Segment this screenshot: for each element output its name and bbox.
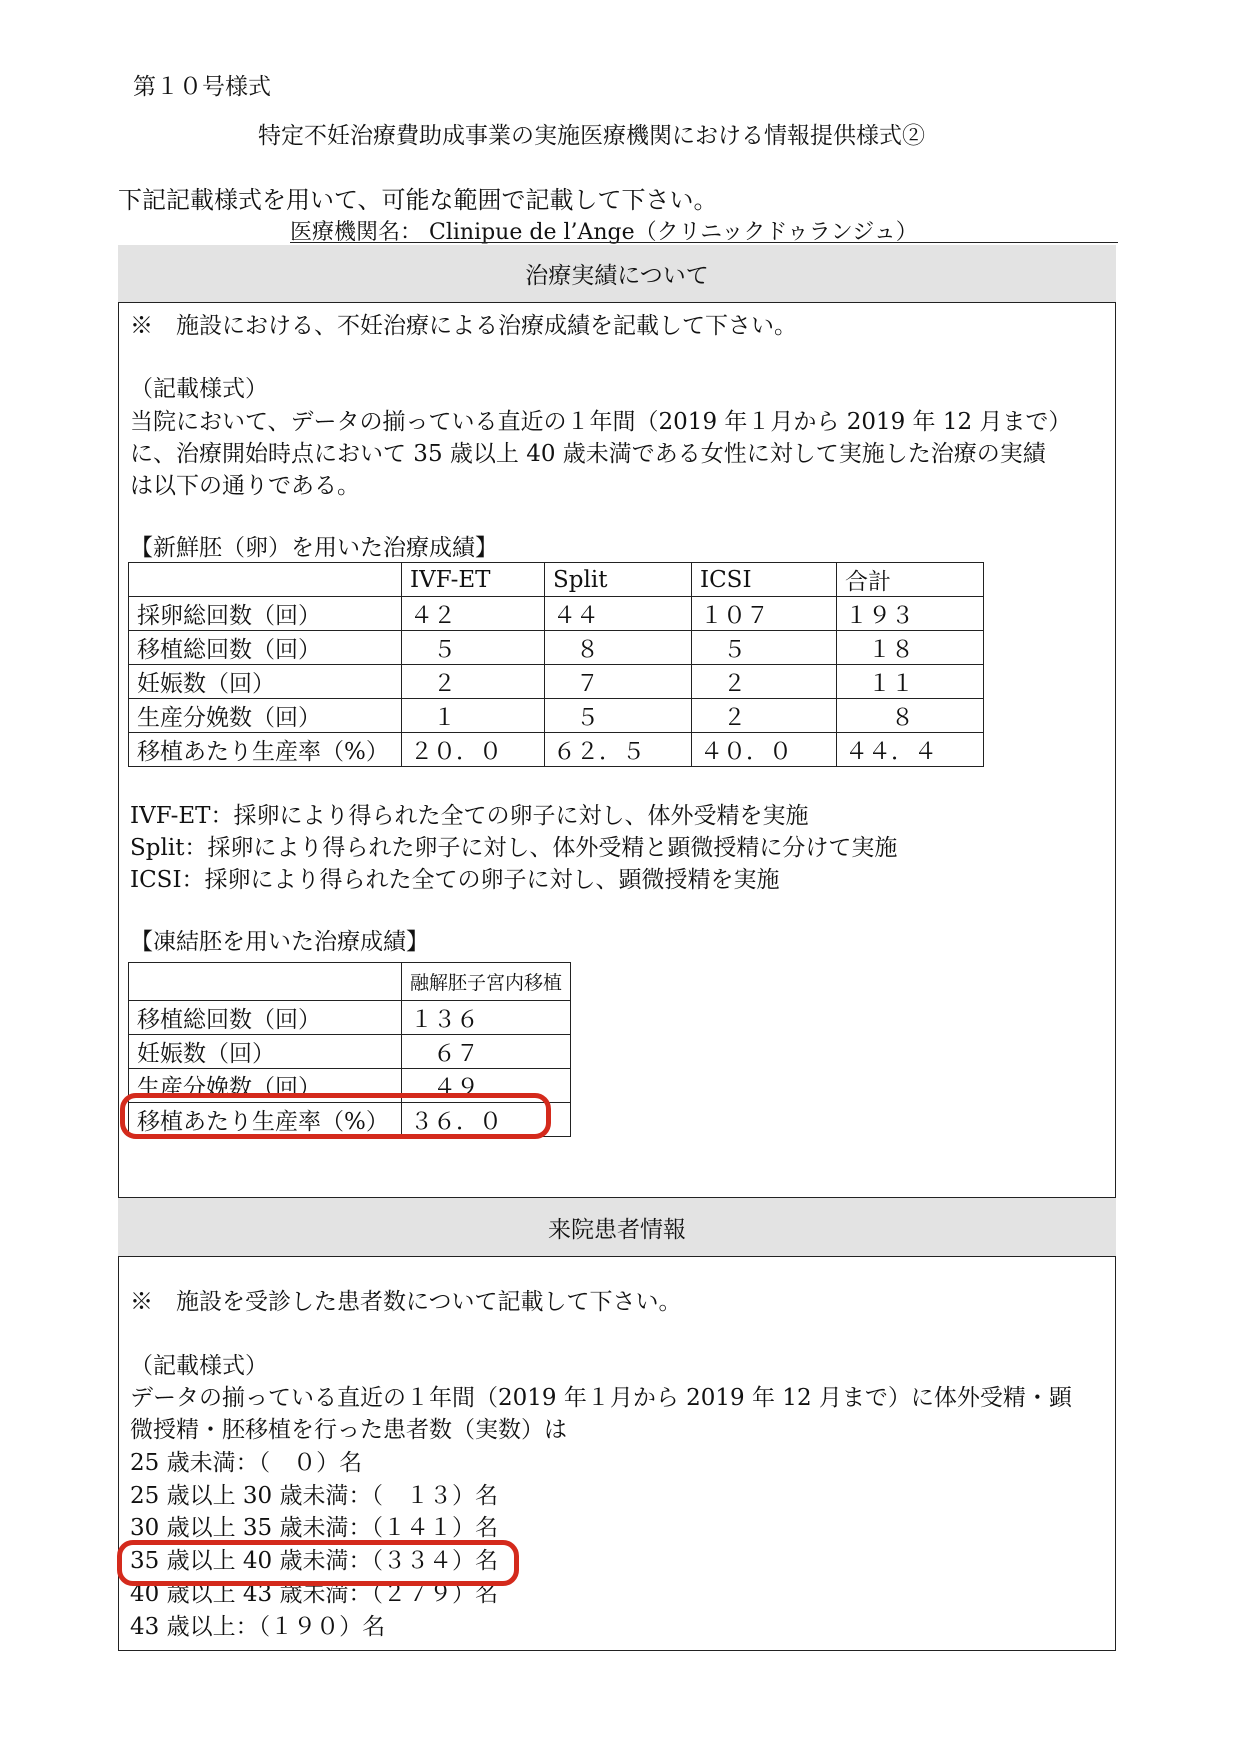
table-row xyxy=(129,733,984,767)
table-row-label: 妊娠数（回） xyxy=(129,665,402,699)
table-cell: １ xyxy=(402,699,545,733)
table-row-label: 採卵総回数（回） xyxy=(129,597,402,631)
table-cell: ２０．０ xyxy=(402,733,545,767)
table-row-label: 移植総回数（回） xyxy=(129,631,402,665)
section-header-treatment-results: 治療実績について xyxy=(118,245,1116,303)
table-cell: ４０．０ xyxy=(692,733,837,767)
table-cell: ４４．４ xyxy=(837,733,984,767)
table-header-cell xyxy=(129,563,402,597)
definition-line: ICSI：採卵により得られた全ての卵子に対し、顕微授精を実施 xyxy=(130,867,780,893)
table-header-row xyxy=(129,963,571,1001)
table-header-cell: IVF-ET xyxy=(402,563,545,597)
table-cell: ８ xyxy=(837,699,984,733)
age-group-line: 40 歳以上 43 歳未満：（２７９）名 xyxy=(130,1581,498,1607)
table-row-label: 妊娠数（回） xyxy=(129,1035,402,1069)
section2-format-label: （記載様式） xyxy=(130,1353,268,1379)
fresh-embryo-title: 【新鮮胚（卵）を用いた治療成績】 xyxy=(130,535,498,561)
age-group-line: 30 歳以上 35 歳未満：（１４１）名 xyxy=(130,1515,498,1541)
age-group-line: 35 歳以上 40 歳未満：（３３４）名 xyxy=(130,1548,498,1574)
table-cell: ７ xyxy=(545,665,692,699)
table-row xyxy=(129,597,984,631)
section1-format-label: （記載様式） xyxy=(130,376,268,402)
highlight-frozen-live-birth-rate xyxy=(120,1093,551,1139)
table-cell: ２ xyxy=(692,699,837,733)
section1-note: ※ 施設における、不妊治療による治療成績を記載して下さい。 xyxy=(130,313,797,339)
table-cell: ４２ xyxy=(402,597,545,631)
section2-body-line: 微授精・胚移植を行った患者数（実数）は xyxy=(130,1417,567,1443)
section2-note: ※ 施設を受診した患者数について記載して下さい。 xyxy=(130,1289,682,1315)
table-cell: ２ xyxy=(692,665,837,699)
table-cell: １８ xyxy=(837,631,984,665)
table-cell: ３６．０ xyxy=(402,1103,571,1137)
table-cell: １３６ xyxy=(402,1001,571,1035)
frozen-embryo-title: 【凍結胚を用いた治療成績】 xyxy=(130,929,429,955)
age-group-line: 43 歳以上：（１９０）名 xyxy=(130,1614,386,1640)
table-row xyxy=(129,631,984,665)
table-header-cell: 融解胚子宮内移植 xyxy=(402,963,571,1001)
section-header-patient-info: 来院患者情報 xyxy=(118,1197,1116,1257)
table-header-cell: Split xyxy=(545,563,692,597)
institution-underline xyxy=(290,242,1118,243)
section2-body-line: データの揃っている直近の１年間（2019 年１月から 2019 年 12 月まで）に体外受精・顕 xyxy=(130,1385,1072,1411)
section1-body-line: 当院において、データの揃っている直近の１年間（2019 年１月から 2019 年 12 月まで） xyxy=(130,409,1072,435)
table-cell: ５ xyxy=(545,699,692,733)
section1-body-line: は以下の通りである。 xyxy=(130,473,360,499)
table-cell: ４９ xyxy=(402,1069,571,1103)
section1-body-line: に、治療開始時点において 35 歳以上 40 歳未満である女性に対して実施した治療の実績 xyxy=(130,441,1046,467)
table-header-row xyxy=(129,563,984,597)
table-row xyxy=(129,1035,571,1069)
table-row-label: 移植総回数（回） xyxy=(129,1001,402,1035)
table-cell: ４４ xyxy=(545,597,692,631)
table-header-cell xyxy=(129,963,402,1001)
table-cell: ８ xyxy=(545,631,692,665)
table-row xyxy=(129,1001,571,1035)
table-cell: １０７ xyxy=(692,597,837,631)
institution-name: 医療機関名： Clinipue de l’Ange（クリニックドゥランジュ） xyxy=(290,220,918,245)
table-cell: ６７ xyxy=(402,1035,571,1069)
table-cell: １９３ xyxy=(837,597,984,631)
definition-line: IVF-ET：採卵により得られた全ての卵子に対し、体外受精を実施 xyxy=(130,803,809,829)
table-cell: ６２．５ xyxy=(545,733,692,767)
table-row-label: 移植あたり生産率（%） xyxy=(129,733,402,767)
table-row xyxy=(129,699,984,733)
table-header-cell: 合計 xyxy=(837,563,984,597)
table-cell: ２ xyxy=(402,665,545,699)
form-number: 第１０号様式 xyxy=(133,74,271,100)
table-row-label: 生産分娩数（回） xyxy=(129,1069,402,1103)
fresh-embryo-table xyxy=(128,562,984,767)
table-cell: １１ xyxy=(837,665,984,699)
table-cell: ５ xyxy=(402,631,545,665)
table-row-label: 移植あたり生産率（%） xyxy=(129,1103,402,1137)
definition-line: Split：採卵により得られた卵子に対し、体外受精と顕微授精に分けて実施 xyxy=(130,835,898,861)
age-group-line: 25 歳以上 30 歳未満：（ １３）名 xyxy=(130,1483,498,1509)
table-header-cell: ICSI xyxy=(692,563,837,597)
table-row-label: 生産分娩数（回） xyxy=(129,699,402,733)
age-group-line: 25 歳未満：（ ０）名 xyxy=(130,1450,363,1476)
intro-text: 下記記載様式を用いて、可能な範囲で記載して下さい。 xyxy=(118,186,718,214)
highlight-age-35-40 xyxy=(117,1540,519,1586)
document-title: 特定不妊治療費助成事業の実施医療機関における情報提供様式② xyxy=(258,123,925,149)
table-cell: ５ xyxy=(692,631,837,665)
table-row xyxy=(129,665,984,699)
